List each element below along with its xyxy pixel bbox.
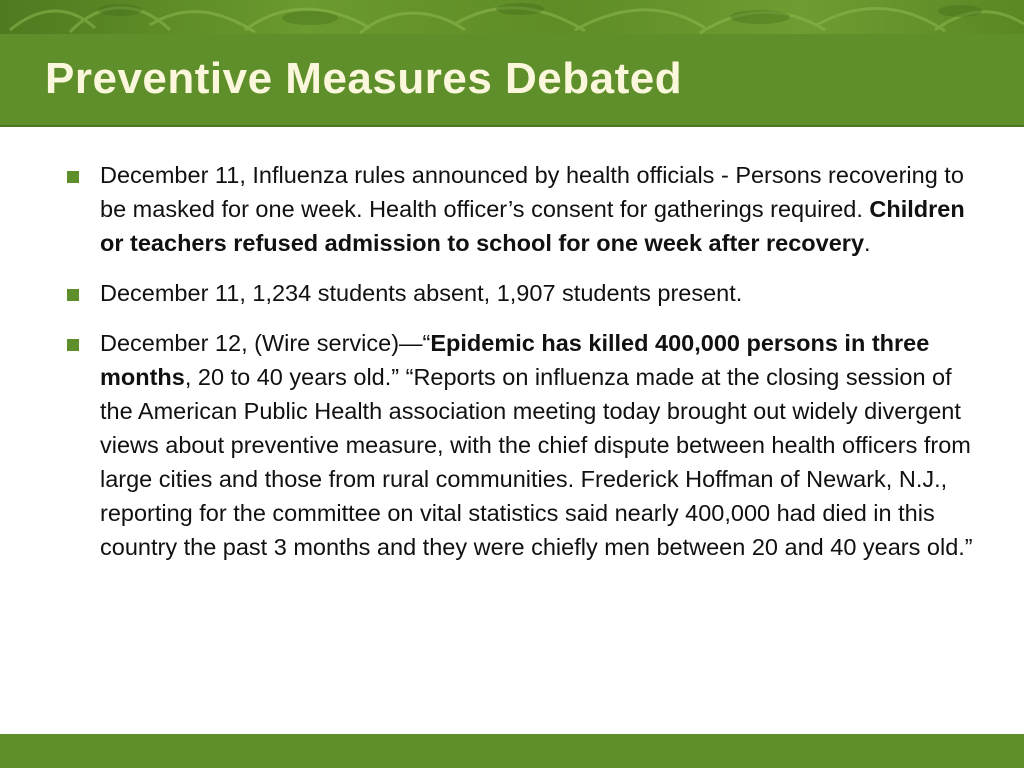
bullet-item — [64, 326, 974, 564]
bullet-list — [64, 158, 974, 580]
bullet-text-part: December 11, Influenza rules announced by health officials - Persons recovering to be masked for one week. Health officer’s consent for gatherings required. — [100, 162, 964, 222]
bullet-text — [100, 280, 742, 306]
bullet-text-part: . — [864, 230, 871, 256]
bullet-item — [64, 276, 974, 310]
bullet-item — [64, 158, 974, 260]
bullet-text-part: December 12, (Wire service)—“ — [100, 330, 431, 356]
square-bullet-icon — [67, 289, 79, 301]
square-bullet-icon — [67, 339, 79, 351]
title-bar — [0, 34, 1024, 127]
decorative-bottom-band — [0, 734, 1024, 768]
bullet-text — [100, 162, 965, 256]
bullet-bold-text: Children or teachers refused admission to school for one week after recovery — [100, 196, 965, 256]
leaf-pattern-decoration — [0, 0, 1024, 34]
bullet-text — [100, 330, 973, 560]
bullet-text-part: , 20 to 40 years old.” “Reports on influenza made at the closing session of the American Public Health association meeting today brought out widely divergent views about preventive measure, with the chief dispute between health officers from large cities and those from rural communities. Frederick Hoffman of Newark, N.J., reporting for the committee on vital statistics said nearly 400,000 had died in this country the past 3 months and they were chiefly men between 20 and 40 years old.” — [100, 364, 973, 560]
bullet-text-part: December 11, 1,234 students absent, 1,907 students present. — [100, 280, 743, 306]
slide-title: Preventive Measures Debated — [45, 54, 683, 103]
decorative-top-band — [0, 0, 1024, 34]
square-bullet-icon — [67, 171, 79, 183]
bullet-bold-text: Epidemic has killed 400,000 persons in three months — [100, 330, 930, 390]
